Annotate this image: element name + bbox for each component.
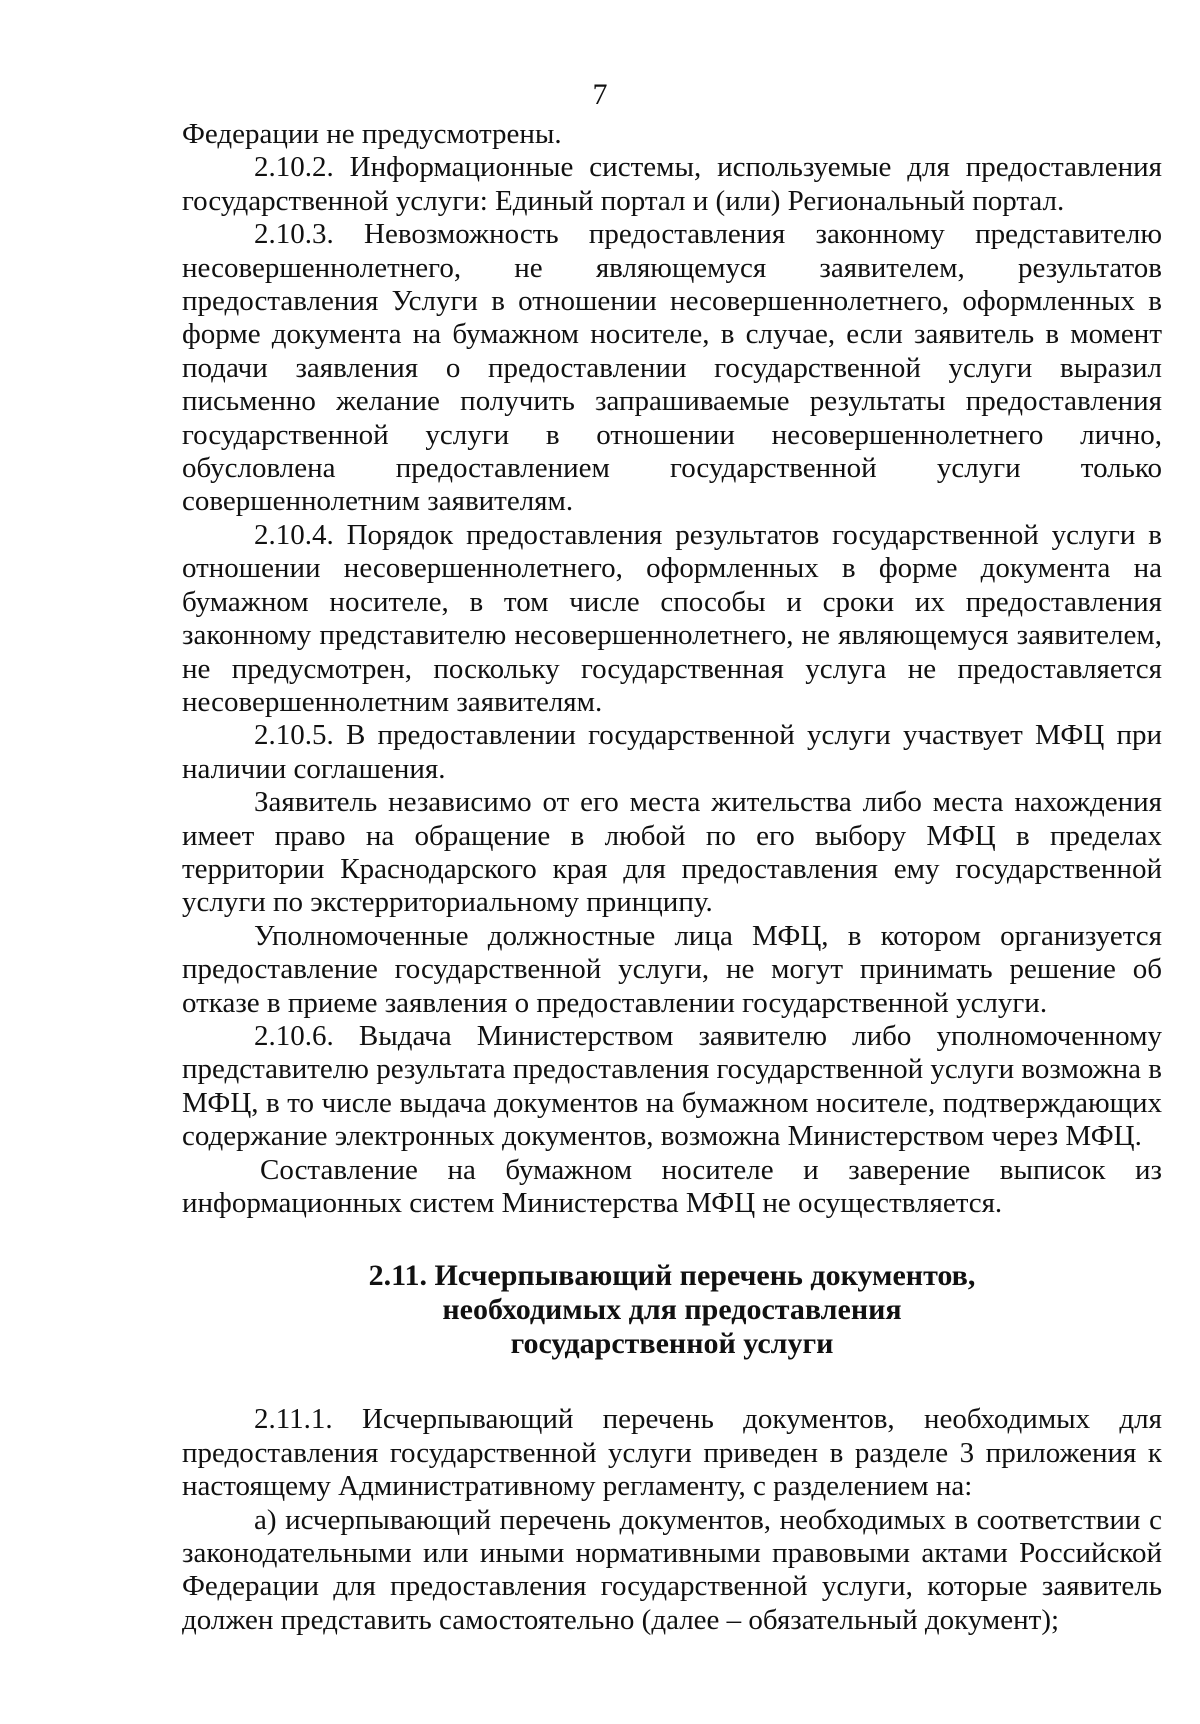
- paragraph-2-11-1: 2.11.1. Исчерпывающий перечень документов, необходимых для предоставления государственной услуги приведен в разделе 3 приложения к настоящему Административному регламенту, с разделением на:: [182, 1403, 1162, 1503]
- paragraph-2-10-2: 2.10.2. Информационные системы, используемые для предоставления государственной услуги: Единый портал и (или) Региональный портал.: [182, 151, 1162, 217]
- section-heading-2-11: [182, 1259, 1162, 1361]
- paragraph-continuation: Федерации не предусмотрены.: [182, 118, 562, 150]
- paragraph-applicant-rights: Заявитель независимо от его места жительства либо места нахождения имеет право на обращение в любой по его выбору МФЦ в пределах территории Краснодарского края для предоставления ему государственной услуги по экстерриториальному принципу.: [182, 786, 1162, 919]
- paragraph-item-a: а) исчерпывающий перечень документов, необходимых в соответствии с законодательными или иными нормативными правовыми актами Российской Федерации для предоставления государственной услуги, которые заявитель должен представить самостоятельно (далее – обязательный документ);: [182, 1503, 1162, 1636]
- paragraph-2-10-4: 2.10.4. Порядок предоставления результатов государственной услуги в отношении несовершеннолетнего, оформленных в форме документа на бумажном носителе, в том числе способы и сроки их предоставления законному представителю несовершеннолетнего, не являющемуся заявителем, не предусмотрен, поскольку государственная услуга не предоставляется несовершеннолетним заявителям.: [182, 518, 1162, 718]
- document-body: [182, 118, 1162, 1637]
- heading-line: необходимых для предоставления: [442, 1293, 902, 1327]
- paragraph-mfc-officials: Уполномоченные должностные лица МФЦ, в котором организуется предоставление государственной услуги, не могут принимать решение об отказе в приеме заявления о предоставлении государственной услуги.: [182, 919, 1162, 1019]
- heading-line: 2.11. Исчерпывающий перечень документов,: [368, 1259, 976, 1293]
- paragraph-extracts: Составление на бумажном носителе и заверение выписок из информационных систем Министерства МФЦ не осуществляется.: [182, 1153, 1162, 1219]
- paragraph-2-10-5: 2.10.5. В предоставлении государственной услуги участвует МФЦ при наличии соглашения.: [182, 719, 1162, 785]
- page-number: 7: [592, 78, 608, 111]
- paragraph-2-10-3: 2.10.3. Невозможность предоставления законному представителю несовершеннолетнего, не являющемуся заявителем, результатов предоставления Услуги в отношении несовершеннолетнего, оформленных в форме документа на бумажном носителе, в случае, если заявитель в момент подачи заявления о предоставлении государственной услуги выразил письменно желание получить запрашиваемые результаты предоставления государственной услуги в отношении несовершеннолетнего лично, обусловлена предоставлением государственной услуги только совершеннолетним заявителям.: [182, 218, 1162, 518]
- paragraph-2-10-6: 2.10.6. Выдача Министерством заявителю либо уполномоченному представителю результата предоставления государственной услуги возможна в МФЦ, в то числе выдача документов на бумажном носителе, подтверждающих содержание электронных документов, возможна Министерством через МФЦ.: [182, 1019, 1162, 1153]
- heading-line: государственной услуги: [510, 1327, 834, 1361]
